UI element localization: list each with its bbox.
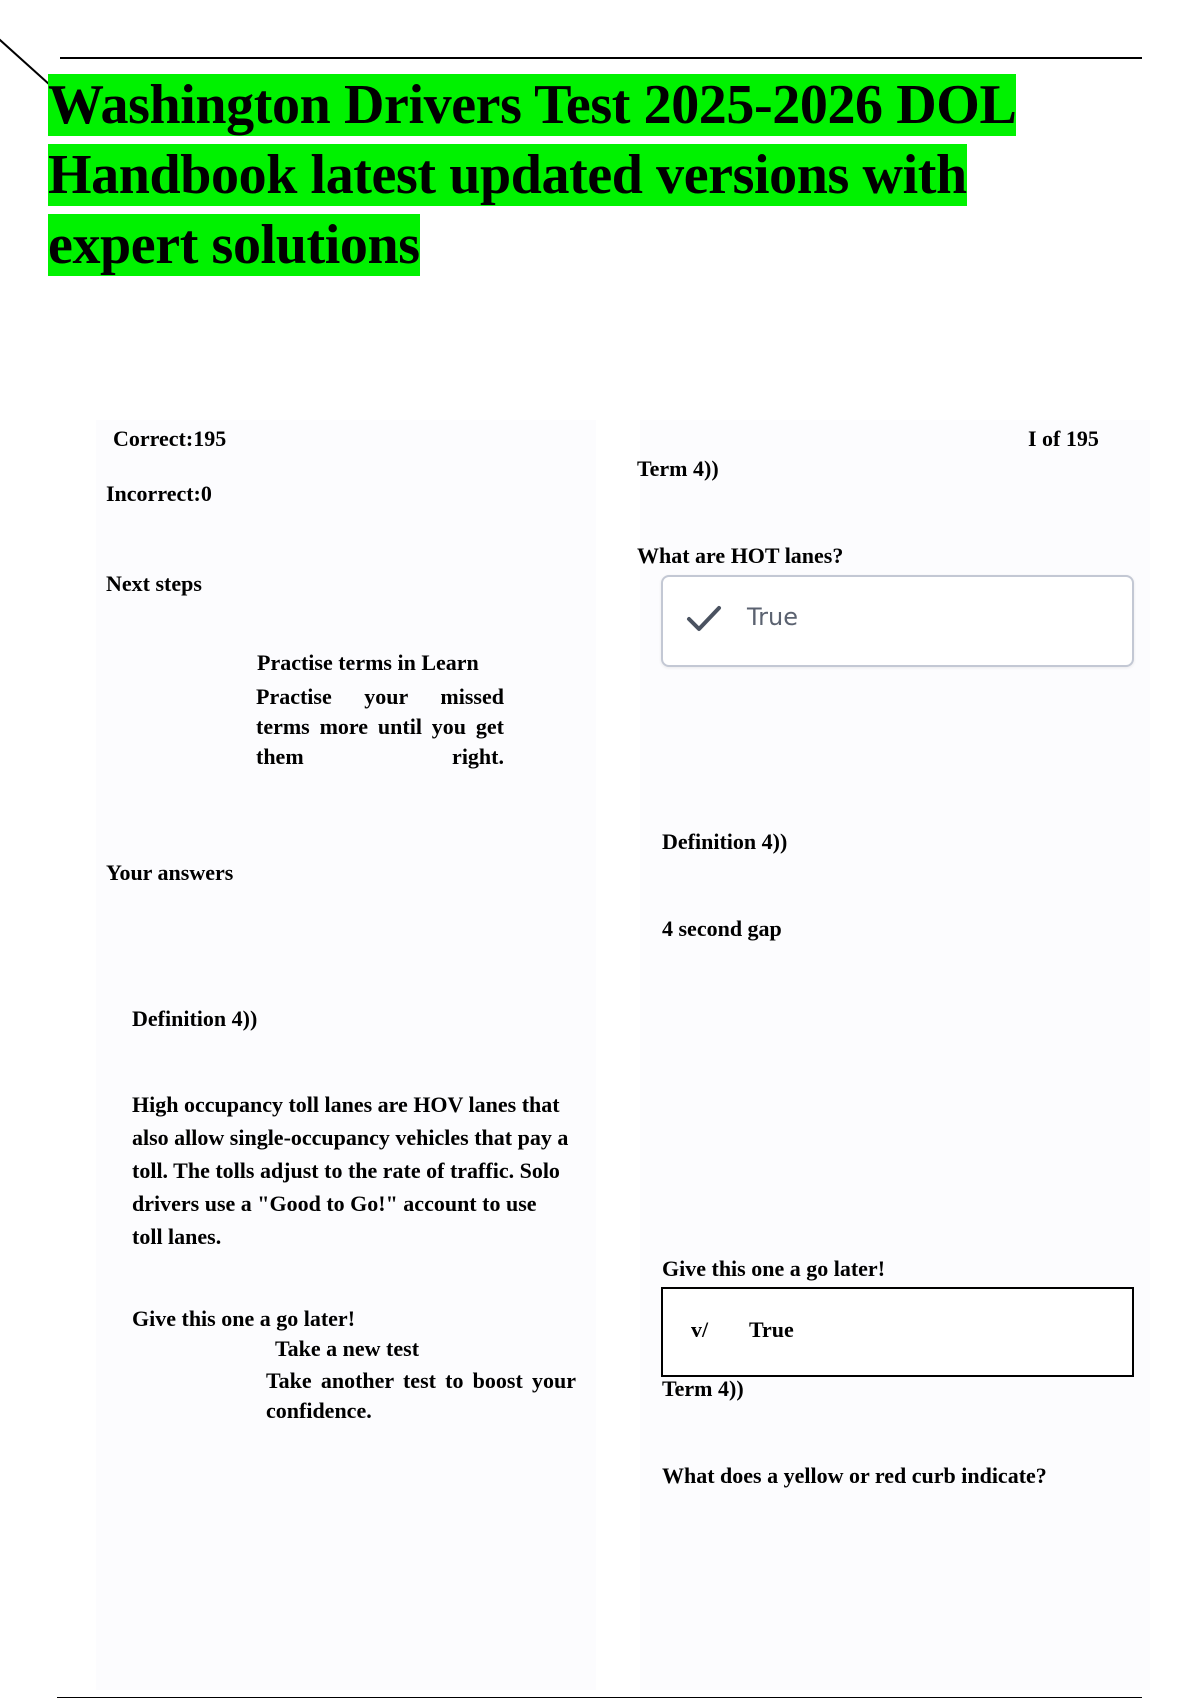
correct-count: Correct:195 [113, 426, 227, 451]
answer-option-true-selected[interactable] [661, 1287, 1134, 1377]
definition-answer: 4 second gap [662, 916, 782, 941]
definition-label-right: Definition 4)) [662, 829, 788, 854]
term-question: What are HOT lanes? [637, 543, 844, 568]
check-icon [686, 604, 722, 634]
title-line-2: Handbook latest updated versions with [48, 144, 967, 206]
give-later-right[interactable]: Give this one a go later! [662, 1256, 886, 1281]
give-later-left[interactable]: Give this one a go later! [132, 1306, 356, 1331]
incorrect-count: Incorrect:0 [106, 481, 212, 506]
results-panel [96, 420, 596, 1690]
definition-text: High occupancy toll lanes are HOV lanes that also allow single-occupancy vehicles that pay a toll. The tolls adjust to the rate of traffic. Solo drivers use a "Good to Go!" account to use toll lanes. [132, 1092, 569, 1249]
document-title [48, 70, 1128, 280]
practise-description: Practise your missed terms more until you get them right. [256, 684, 504, 769]
new-test-description: Take another test to boost your confidence. [266, 1368, 576, 1423]
progress-counter: I of 195 [1028, 426, 1099, 451]
answer-option-true[interactable] [661, 575, 1134, 667]
bottom-rule [57, 1697, 1142, 1698]
term-question-2: What does a yellow or red curb indicate? [662, 1463, 1047, 1488]
next-steps-heading: Next steps [106, 571, 202, 596]
your-answers-heading: Your answers [106, 860, 234, 885]
answer-option-label-selected: True [749, 1317, 794, 1342]
term-label: Term 4)) [637, 456, 719, 481]
title-line-3: expert solutions [48, 214, 420, 276]
top-rule [60, 57, 1142, 59]
new-test-link[interactable]: Take a new test [275, 1336, 420, 1361]
definition-label-left: Definition 4)) [132, 1006, 258, 1031]
title-line-1: Washington Drivers Test 2025-2026 DOL [48, 74, 1017, 136]
term-label-2: Term 4)) [662, 1376, 744, 1401]
check-mark-icon: v/ [691, 1317, 709, 1342]
answer-option-label: True [747, 603, 798, 631]
practise-link[interactable]: Practise terms in Learn [257, 650, 479, 675]
